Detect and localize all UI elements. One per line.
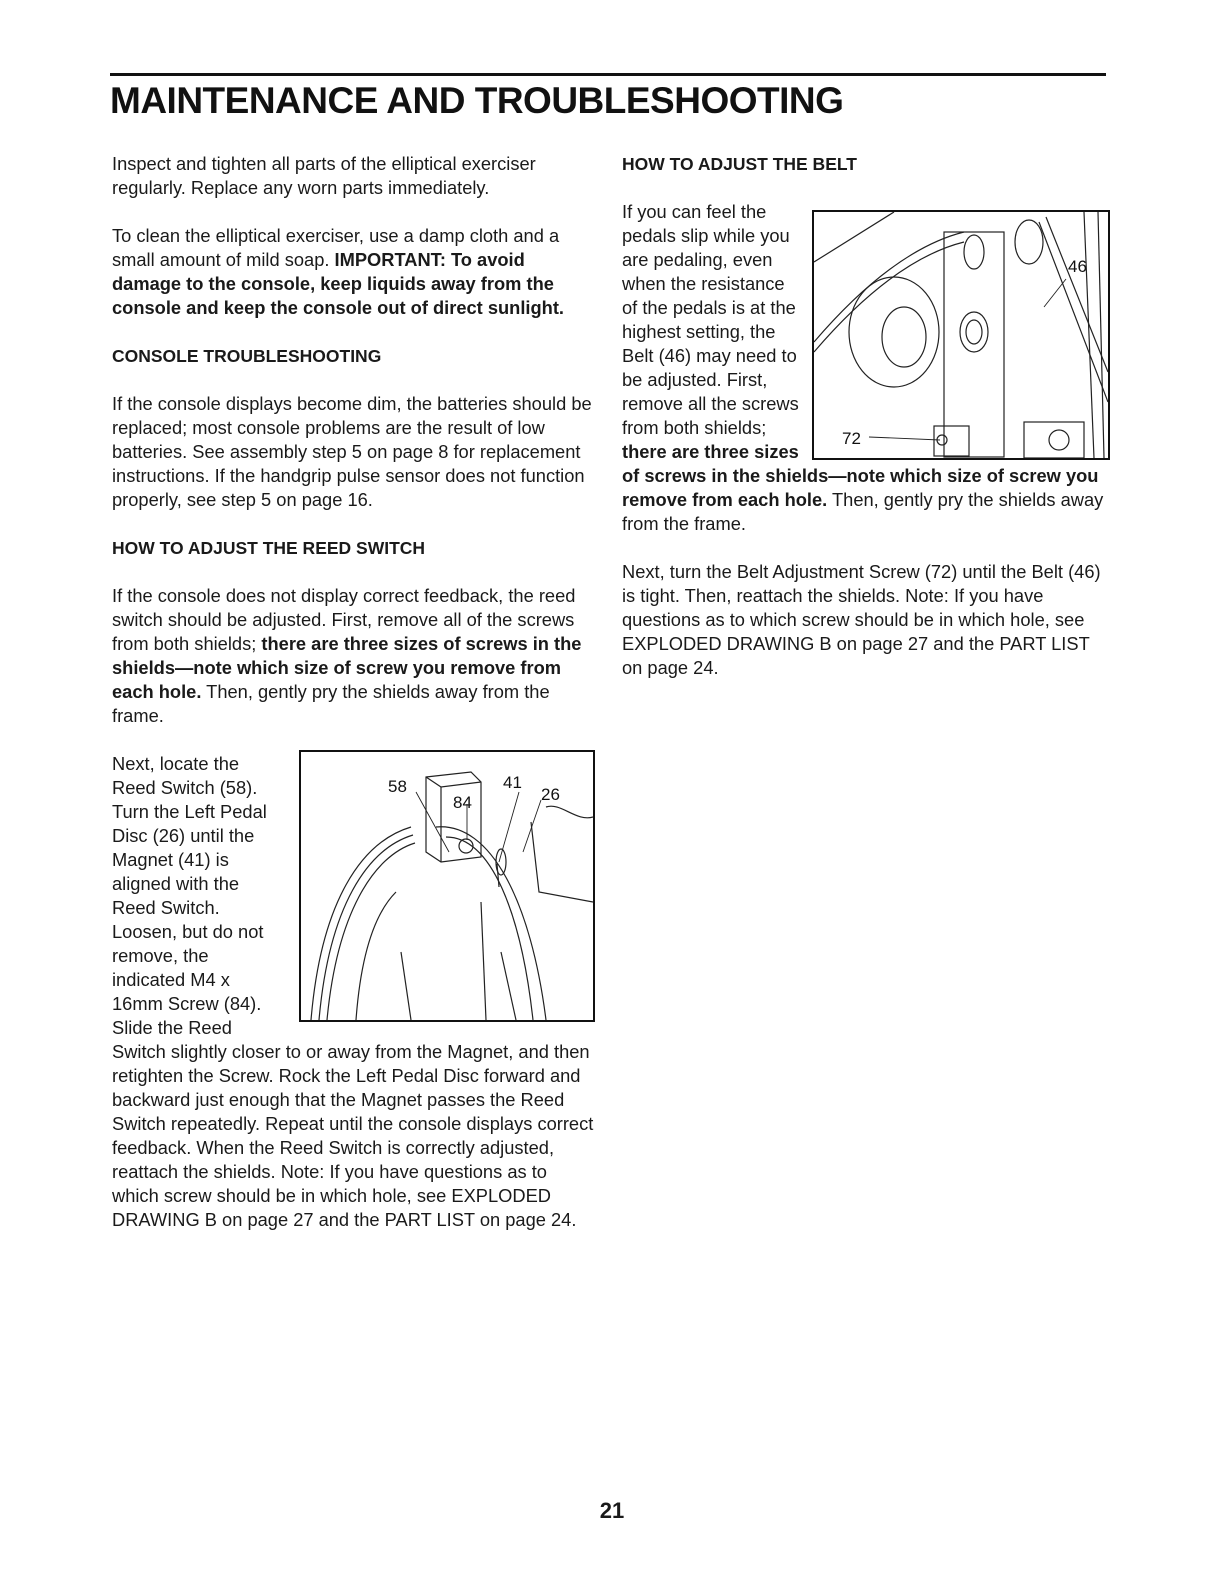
reed-switch-heading: HOW TO ADJUST THE REED SWITCH [112, 538, 426, 558]
right-column [622, 152, 1108, 704]
svg-text:84: 84 [453, 793, 472, 812]
page-number: 21 [599, 1498, 625, 1523]
svg-text:41: 41 [503, 773, 522, 792]
console-paragraph: If the console displays become dim, the batteries should be replaced; most console problems are the result of low batteries. See assembly step 5 on page 8 for replacement instructions. If the handgrip pulse sensor does not function properly, see step 5 on page 16. [112, 393, 592, 510]
title-rule [110, 73, 1106, 76]
svg-text:26: 26 [541, 785, 560, 804]
belt-drawing-icon [814, 212, 1108, 458]
belt-section [622, 200, 1108, 536]
belt-paragraph-1: If you can feel the pedals slip while you are pedaling, even when the resistance of the pedals is at the highest setting, the Belt (46) may need to be adjusted. First, remove all the screws from both shields; there are three sizes of screws in the shields—note which size of screw you remove from each hole. Then, gently pry the shields away from the frame. [622, 201, 1104, 534]
reed-section [112, 752, 597, 1232]
svg-text:58: 58 [388, 777, 407, 796]
belt-heading: HOW TO ADJUST THE BELT [622, 154, 857, 174]
page-title: MAINTENANCE AND TROUBLESHOOTING [110, 80, 844, 121]
cleaning-paragraph: To clean the elliptical exerciser, use a damp cloth and a small amount of mild soap. IMPORTANT: To avoid damage to the console, keep liquids away from the console and keep the console out of direct sunlight. [112, 225, 565, 318]
console-troubleshooting-heading: CONSOLE TROUBLESHOOTING [112, 346, 382, 366]
svg-text:72: 72 [842, 429, 861, 448]
reed-switch-drawing-icon [301, 752, 593, 1020]
intro-paragraph: Inspect and tighten all parts of the elliptical exerciser regularly. Replace any worn parts immediately. [112, 153, 536, 198]
reed-switch-figure [299, 750, 595, 1022]
svg-text:46: 46 [1068, 257, 1087, 276]
reed-paragraph-2: Next, locate the Reed Switch (58). Turn the Left Pedal Disc (26) until the Magnet (41) is aligned with the Reed Switch. Loosen, but do not remove, the indicated M4 x 16mm Screw (84). Slide the Reed Switch slightly closer to or away from the Magnet, and then retighten the Screw. Rock the Left Pedal Disc forward and backward just enough that the Magnet passes the Reed Switch repeatedly. Repeat until the console displays correct feedback. When the Reed Switch is correctly adjusted, reattach the shields. Note: If you have questions as to which screw should be in which hole, see EXPLODED DRAWING B on page 27 and the PART LIST on page 24. [112, 753, 594, 1230]
belt-figure [812, 210, 1110, 460]
reed-paragraph-1: If the console does not display correct feedback, the reed switch should be adjusted. First, remove all of the screws from both shields; there are three sizes of screws in the shields—note which size of screw you remove from each hole. Then, gently pry the shields away from the frame. [112, 585, 582, 726]
important-note: IMPORTANT: To avoid damage to the console, keep liquids away from the console and keep the console out of direct sunlight. [112, 249, 565, 318]
left-column [112, 152, 597, 1256]
belt-paragraph-2: Next, turn the Belt Adjustment Screw (72) until the Belt (46) is tight. Then, reattach the shields. Note: If you have questions as to which screw should be in which hole, see EXPLODED DRAWING B on page 27 and the PART LIST on page 24. [622, 561, 1101, 678]
